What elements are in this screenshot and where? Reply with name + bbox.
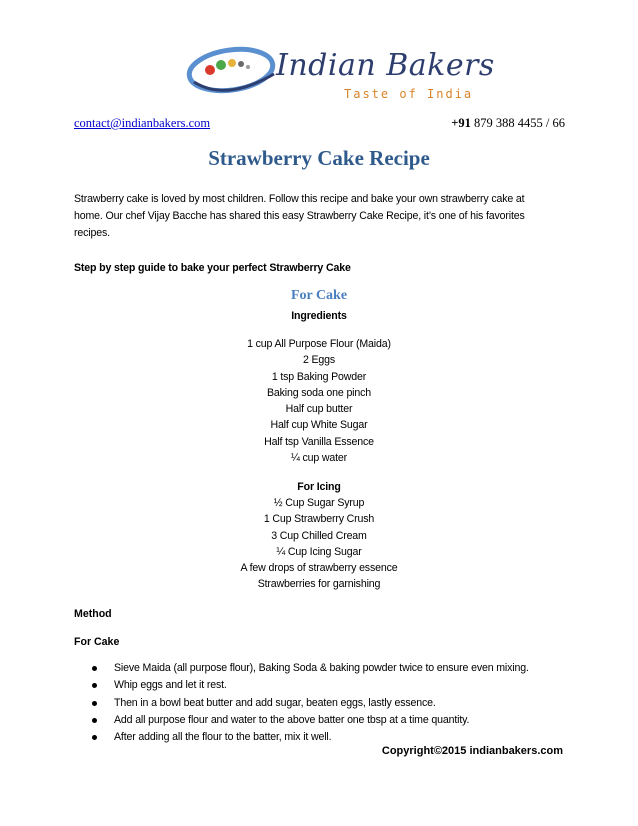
list-item: ¼ Cup Icing Sugar [276,545,362,558]
list-item: A few drops of strawberry essence [240,562,398,575]
list-item: Strawberries for garnishing [257,578,381,591]
step-heading: Step by step guide to bake your perfect Strawberry Cake [74,262,351,274]
list-item: ¼ cup water [290,452,348,465]
cake-ingredients-list [0,336,638,466]
list-item: After adding all the flour to the batter, mix it well. [92,729,572,746]
method-heading: Method [74,608,112,620]
brand-logo [186,40,495,106]
phone-digits: 879 388 4455 / 66 [470,116,565,130]
method-sub-heading: For Cake [74,636,120,648]
cake-section-title: For Cake [290,288,348,303]
icing-heading: For Icing [297,481,341,493]
list-item: Half cup White Sugar [270,419,368,432]
list-item: Then in a bowl beat butter and add sugar, beaten eggs, lastly essence. [92,695,572,712]
list-item: Sieve Maida (all purpose flour), Baking Soda & baking powder twice to ensure even mixing. [92,660,572,677]
copyright-footer: Copyright©2015 indianbakers.com [381,745,563,757]
list-item: 1 cup All Purpose Flour (Maida) [247,338,391,350]
list-item: ½ Cup Sugar Syrup [273,497,365,509]
list-item: 1 Cup Strawberry Crush [263,513,375,526]
list-item: Half cup butter [285,403,353,416]
brand-name: Indian Bakers [276,48,495,83]
contact-row [74,116,565,132]
email-link[interactable]: contact@indianbakers.com [74,116,211,130]
list-item: Baking soda one pinch [266,386,372,399]
list-item: Whip eggs and let it rest. [92,677,572,694]
list-item: 2 Eggs [302,354,336,367]
method-steps-list [92,660,572,746]
list-item: Half tsp Vanilla Essence [264,435,374,448]
phone-number [451,116,565,131]
page-title: Strawberry Cake Recipe [208,146,430,170]
list-item: Add all purpose flour and water to the above batter one tbsp at a time quantity. [92,712,572,729]
list-item: 3 Cup Chilled Cream [271,529,367,542]
brand-tagline: Taste of India [344,87,474,101]
list-item: 1 tsp Baking Powder [271,370,367,383]
phone-prefix: +91 [451,116,471,130]
icing-ingredients-list [0,495,638,593]
intro-paragraph: Strawberry cake is loved by most children. Follow this recipe and bake your own strawberry cake at home. Our chef Vijay Bacche has shared this easy Strawberry Cake Recipe, it’s one of his favorites recipes. [74,193,525,239]
logo-swoosh-icon [186,40,286,106]
ingredients-heading: Ingredients [291,310,347,322]
